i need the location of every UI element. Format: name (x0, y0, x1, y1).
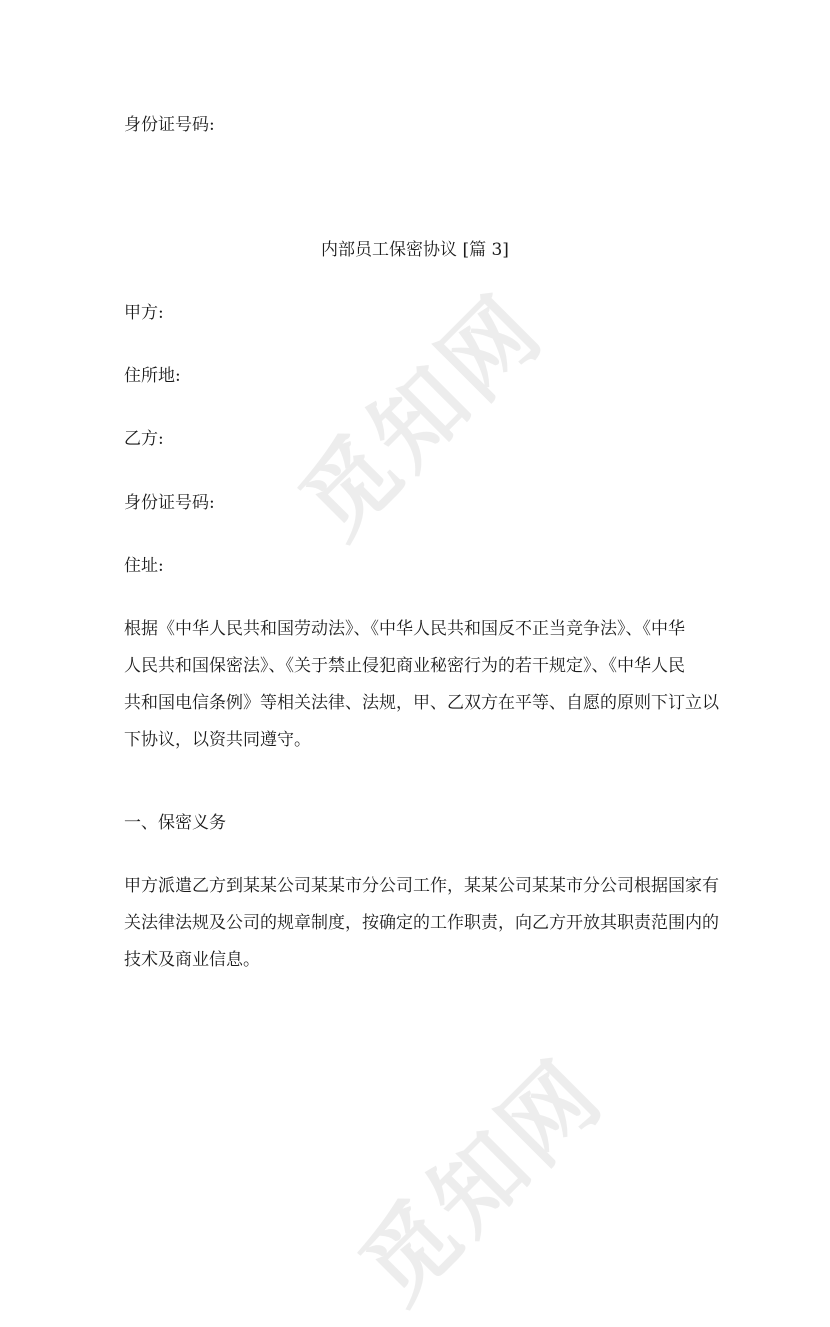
id-number-label-top: 身份证号码: (124, 115, 215, 135)
residence-label: 住所地: (124, 366, 181, 386)
intro-line: 共和国电信条例》等相关法律、法规，甲、乙双方在平等、自愿的原则下订立以 (124, 693, 719, 713)
party-a-label: 甲方: (124, 303, 164, 323)
watermark-logo: 觅知网 (340, 1039, 625, 1324)
section-1-paragraph (124, 876, 719, 970)
address-label: 住址: (124, 556, 164, 576)
intro-line: 人民共和国保密法》、《关于禁止侵犯商业秘密行为的若干规定》、《中华人民 (124, 656, 685, 676)
section-heading: 一、保密义务 (124, 813, 226, 833)
document-title: 内部员工保密协议 [篇 3] (321, 240, 509, 260)
id-number-label: 身份证号码: (124, 493, 215, 513)
watermark-logo: 觅知网 (280, 274, 565, 559)
intro-line: 根据《中华人民共和国劳动法》、《中华人民共和国反不正当竞争法》、《中华 (124, 619, 685, 639)
section-1-line: 关法律法规及公司的规章制度，按确定的工作职责，向乙方开放其职责范围内的 (124, 913, 719, 933)
section-1-line: 甲方派遣乙方到某某公司某某市分公司工作，某某公司某某市分公司根据国家有 (124, 876, 719, 896)
section-1-line: 技术及商业信息。 (124, 950, 260, 970)
intro-paragraph (124, 619, 719, 750)
intro-line: 下协议，以资共同遵守。 (124, 730, 311, 750)
party-b-label: 乙方: (124, 429, 164, 449)
